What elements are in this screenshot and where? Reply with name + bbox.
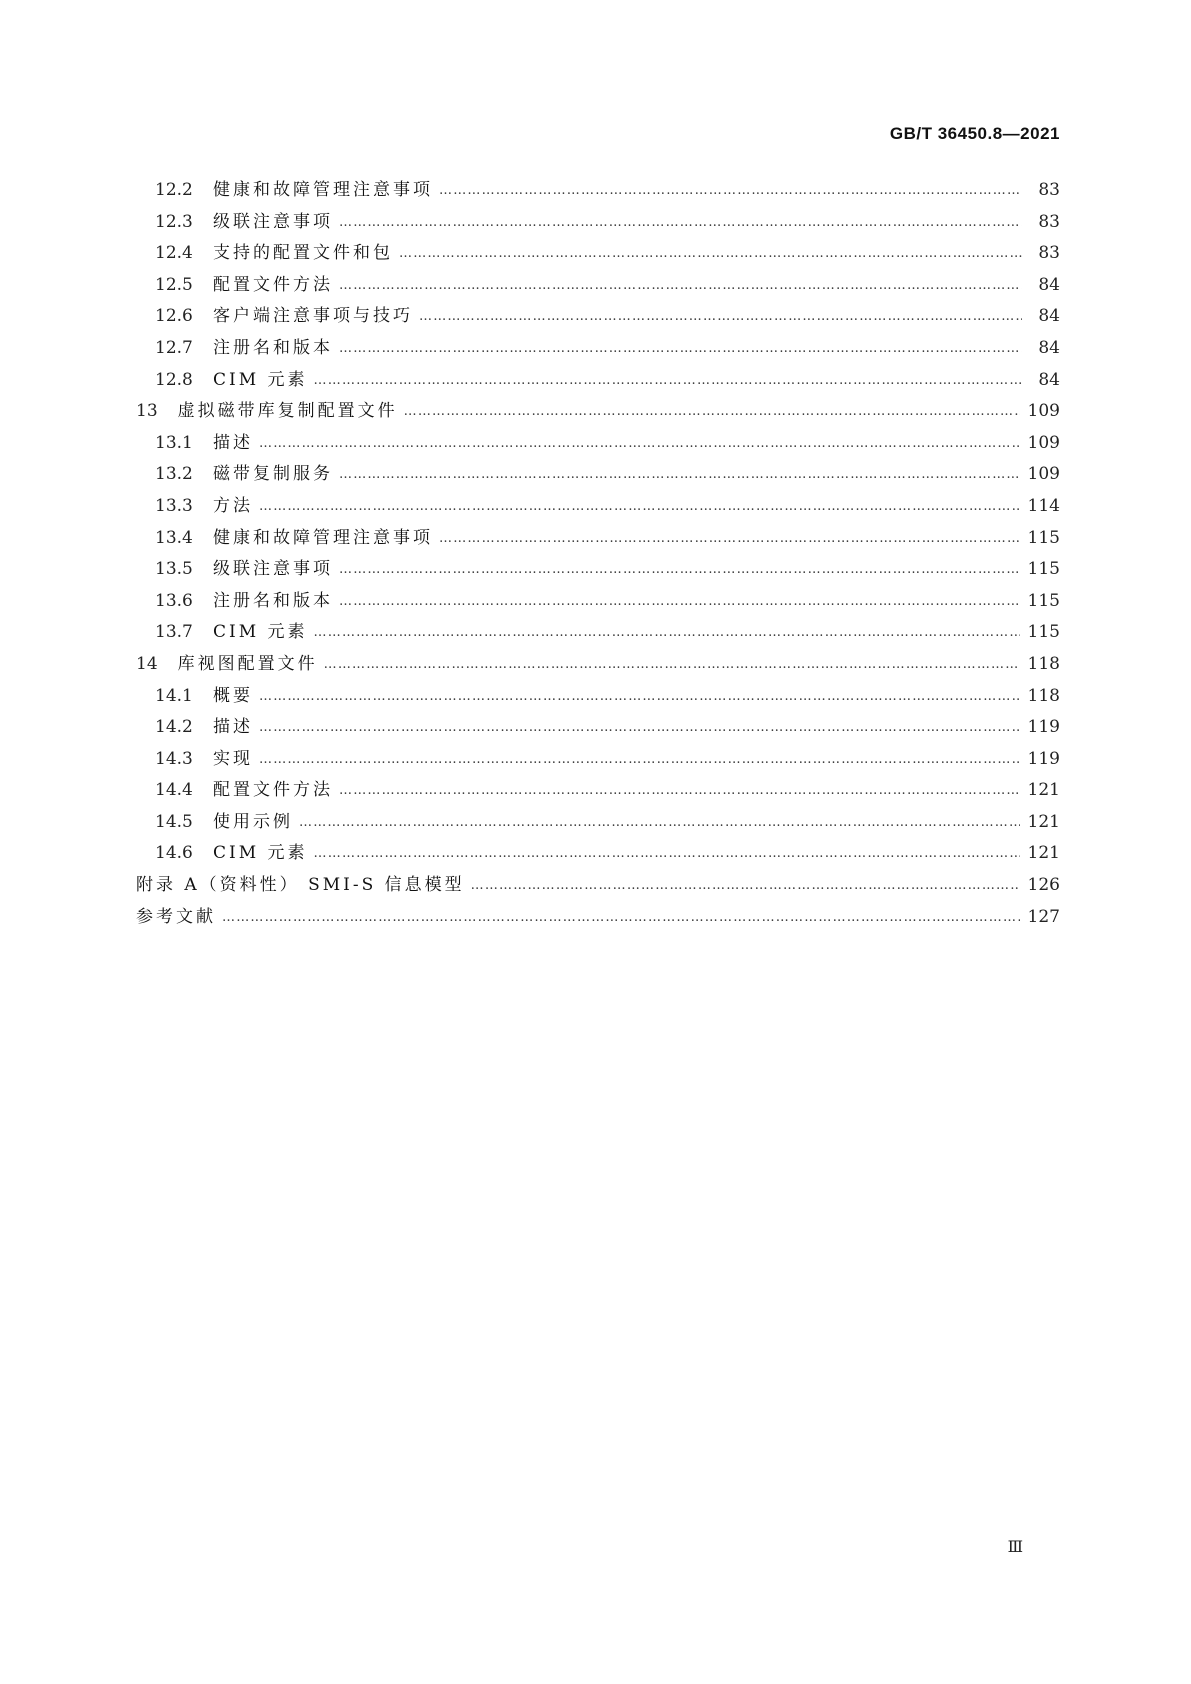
dot-leader bbox=[419, 307, 1022, 327]
toc-entry-title: 描述 bbox=[213, 717, 253, 738]
toc-entry-number: 13.1 bbox=[155, 432, 193, 453]
toc-entry-number: 12.5 bbox=[155, 274, 193, 295]
toc-entry-title: 方法 bbox=[213, 495, 253, 516]
toc-entry-number: 13 bbox=[136, 401, 158, 422]
dot-leader bbox=[339, 339, 1022, 359]
table-of-contents bbox=[136, 180, 1060, 938]
toc-entry-page: 126 bbox=[1027, 875, 1060, 896]
toc-entry-title: 参考文献 bbox=[136, 906, 216, 927]
toc-entry-title: 注册名和版本 bbox=[213, 590, 333, 611]
toc-entry-appendix-a[interactable] bbox=[136, 875, 1060, 895]
toc-entry-title: 磁带复制服务 bbox=[213, 464, 333, 485]
toc-entry-title: 附录 A（资料性） SMI-S 信息模型 bbox=[136, 875, 465, 896]
toc-entry-page: 114 bbox=[1027, 495, 1060, 516]
dot-leader bbox=[259, 434, 1020, 454]
toc-entry-12-5[interactable] bbox=[136, 275, 1060, 295]
toc-entry-number: 12.2 bbox=[155, 180, 193, 200]
dot-leader bbox=[339, 560, 1020, 580]
toc-entry-page: 127 bbox=[1027, 906, 1060, 927]
dot-leader bbox=[339, 592, 1020, 612]
toc-entry-page: 119 bbox=[1027, 748, 1060, 769]
toc-entry-page: 109 bbox=[1027, 401, 1060, 422]
toc-entry-title: 库视图配置文件 bbox=[177, 653, 318, 674]
toc-entry-number: 12.4 bbox=[155, 243, 193, 264]
toc-entry-14-2[interactable] bbox=[136, 717, 1060, 737]
toc-entry-page: 118 bbox=[1027, 685, 1060, 706]
toc-entry-title: 健康和故障管理注意事项 bbox=[213, 180, 433, 200]
dot-leader bbox=[439, 181, 1022, 201]
toc-entry-title: 支持的配置文件和包 bbox=[213, 243, 393, 264]
toc-entry-12-4[interactable] bbox=[136, 243, 1060, 263]
dot-leader bbox=[404, 402, 1020, 422]
toc-entry-13-5[interactable] bbox=[136, 559, 1060, 579]
toc-entry-title: 健康和故障管理注意事项 bbox=[213, 527, 433, 548]
toc-entry-title: CIM 元素 bbox=[213, 622, 308, 643]
toc-entry-13-4[interactable] bbox=[136, 528, 1060, 548]
dot-leader bbox=[439, 529, 1020, 549]
toc-entry-title: 使用示例 bbox=[213, 811, 293, 832]
toc-entry-title: 描述 bbox=[213, 432, 253, 453]
toc-entry-title: 概要 bbox=[213, 685, 253, 706]
toc-entry-page: 84 bbox=[1038, 274, 1060, 295]
toc-entry-page: 109 bbox=[1027, 464, 1060, 485]
toc-entry-14-6[interactable] bbox=[136, 843, 1060, 863]
toc-entry-number: 12.8 bbox=[155, 369, 193, 390]
toc-entry-page: 118 bbox=[1027, 653, 1060, 674]
toc-entry-number: 14.6 bbox=[155, 843, 193, 864]
toc-entry-number: 14.5 bbox=[155, 811, 193, 832]
dot-leader bbox=[339, 781, 1020, 801]
dot-leader bbox=[259, 750, 1020, 770]
toc-entry-number: 12.7 bbox=[155, 337, 193, 358]
toc-entry-title: 级联注意事项 bbox=[213, 559, 333, 580]
toc-entry-number: 12.6 bbox=[155, 306, 193, 327]
toc-entry-13-3[interactable] bbox=[136, 496, 1060, 516]
toc-entry-12-6[interactable] bbox=[136, 306, 1060, 326]
toc-entry-14-1[interactable] bbox=[136, 686, 1060, 706]
toc-entry-number: 12.3 bbox=[155, 211, 193, 232]
toc-entry-13-1[interactable] bbox=[136, 433, 1060, 453]
toc-entry-page: 83 bbox=[1038, 243, 1060, 264]
toc-entry-page: 115 bbox=[1027, 622, 1060, 643]
toc-entry-number: 13.6 bbox=[155, 590, 193, 611]
toc-entry-page: 121 bbox=[1027, 811, 1060, 832]
standard-number-header: GB/T 36450.8—2021 bbox=[889, 124, 1060, 143]
toc-entry-13[interactable] bbox=[136, 401, 1060, 421]
toc-entry-14-3[interactable] bbox=[136, 749, 1060, 769]
toc-entry-page: 121 bbox=[1027, 780, 1060, 801]
toc-entry-14-4[interactable] bbox=[136, 780, 1060, 800]
toc-entry-page: 84 bbox=[1038, 337, 1060, 358]
dot-leader bbox=[314, 844, 1020, 864]
toc-entry-12-7[interactable] bbox=[136, 338, 1060, 358]
toc-entry-number: 14.3 bbox=[155, 748, 193, 769]
toc-entry-page: 115 bbox=[1027, 590, 1060, 611]
toc-entry-title: 级联注意事项 bbox=[213, 211, 333, 232]
toc-entry-page: 115 bbox=[1027, 559, 1060, 580]
dot-leader bbox=[339, 213, 1022, 233]
toc-entry-number: 14.1 bbox=[155, 685, 193, 706]
toc-entry-number: 13.3 bbox=[155, 495, 193, 516]
dot-leader bbox=[259, 718, 1020, 738]
dot-leader bbox=[339, 465, 1020, 485]
dot-leader bbox=[399, 244, 1022, 264]
dot-leader bbox=[222, 908, 1020, 928]
toc-entry-title: CIM 元素 bbox=[213, 369, 308, 390]
toc-entry-14[interactable] bbox=[136, 654, 1060, 674]
toc-entry-number: 13.7 bbox=[155, 622, 193, 643]
dot-leader bbox=[324, 655, 1020, 675]
dot-leader bbox=[314, 371, 1022, 391]
toc-entry-title: 配置文件方法 bbox=[213, 274, 333, 295]
dot-leader bbox=[259, 497, 1020, 517]
toc-entry-13-7[interactable] bbox=[136, 622, 1060, 642]
toc-entry-page: 84 bbox=[1038, 306, 1060, 327]
dot-leader bbox=[314, 623, 1020, 643]
dot-leader bbox=[471, 876, 1020, 896]
toc-entry-title: 实现 bbox=[213, 748, 253, 769]
toc-entry-number: 13.2 bbox=[155, 464, 193, 485]
toc-entry-page: 115 bbox=[1027, 527, 1060, 548]
toc-entry-title: 配置文件方法 bbox=[213, 780, 333, 801]
toc-entry-bibliography[interactable] bbox=[136, 907, 1060, 927]
dot-leader bbox=[339, 276, 1022, 296]
toc-entry-title: 注册名和版本 bbox=[213, 337, 333, 358]
toc-entry-page: 83 bbox=[1038, 211, 1060, 232]
toc-entry-page: 84 bbox=[1038, 369, 1060, 390]
toc-entry-12-2[interactable] bbox=[136, 180, 1060, 200]
toc-entry-12-3[interactable] bbox=[136, 212, 1060, 232]
toc-entry-13-2[interactable] bbox=[136, 464, 1060, 484]
toc-entry-number: 14.4 bbox=[155, 780, 193, 801]
toc-entry-number: 14 bbox=[136, 653, 158, 674]
toc-entry-page: 83 bbox=[1038, 180, 1060, 200]
toc-entry-13-6[interactable] bbox=[136, 591, 1060, 611]
toc-entry-title: CIM 元素 bbox=[213, 843, 308, 864]
toc-entry-page: 119 bbox=[1027, 717, 1060, 738]
toc-entry-number: 13.5 bbox=[155, 559, 193, 580]
toc-entry-12-8[interactable] bbox=[136, 370, 1060, 390]
toc-entry-page: 109 bbox=[1027, 432, 1060, 453]
dot-leader bbox=[299, 813, 1020, 833]
toc-entry-14-5[interactable] bbox=[136, 812, 1060, 832]
toc-entry-page: 121 bbox=[1027, 843, 1060, 864]
dot-leader bbox=[259, 687, 1020, 707]
page-number-footer: Ⅲ bbox=[1007, 1537, 1023, 1556]
toc-entry-number: 13.4 bbox=[155, 527, 193, 548]
toc-entry-title: 客户端注意事项与技巧 bbox=[213, 306, 413, 327]
toc-entry-title: 虚拟磁带库复制配置文件 bbox=[177, 401, 398, 422]
toc-entry-number: 14.2 bbox=[155, 717, 193, 738]
